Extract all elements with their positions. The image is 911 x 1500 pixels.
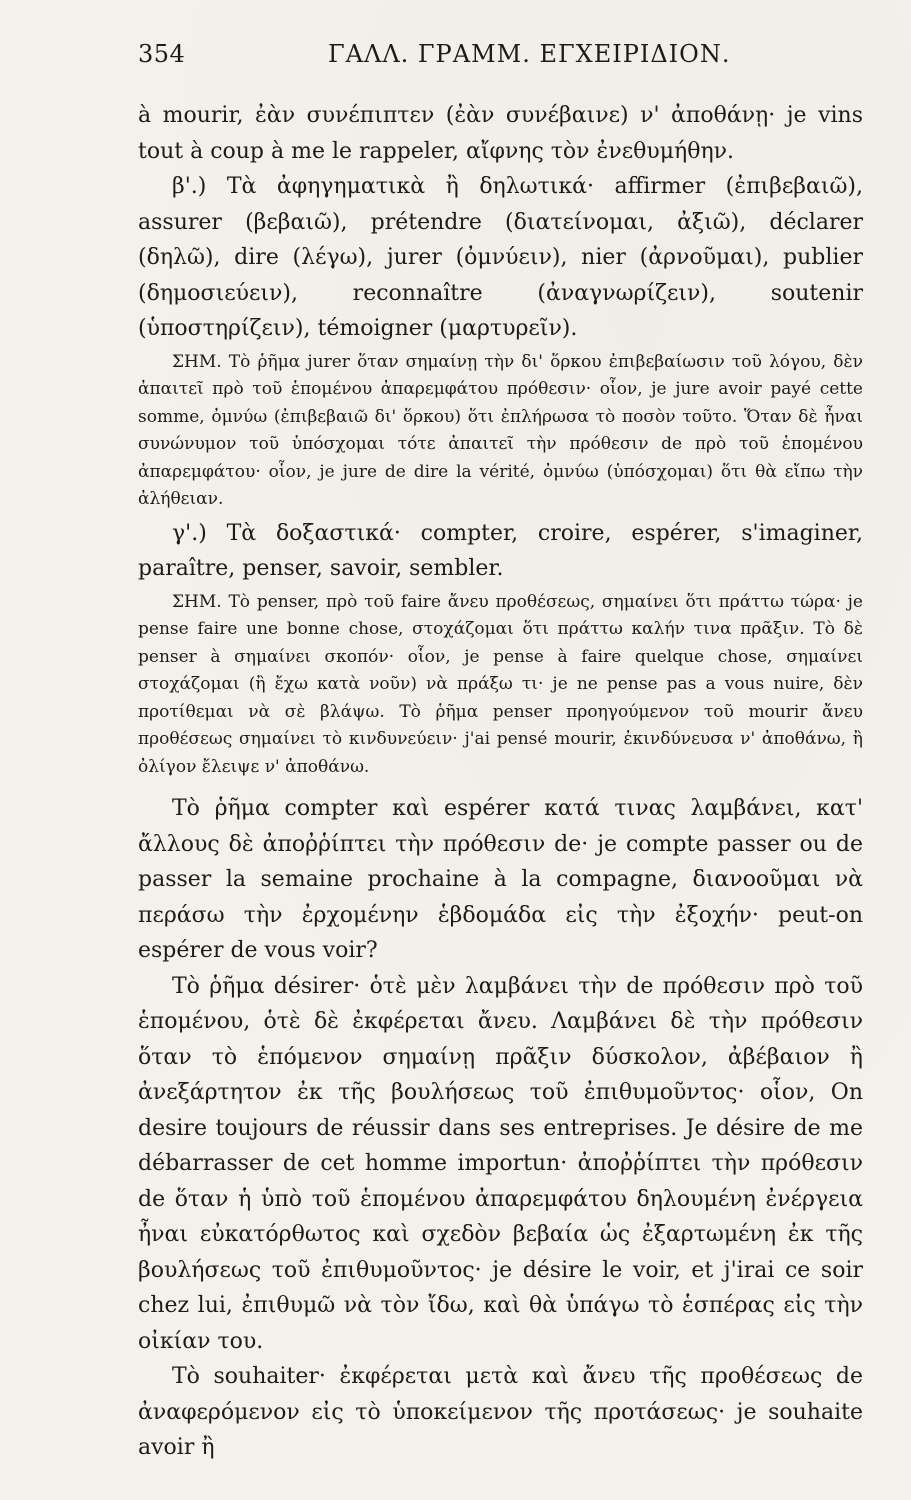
note-jurer-text: ΣΗΜ. Τὸ ῥῆμα jurer ὅταν σημαίνῃ τὴν δι' ὅρκου ἐπιβεβαίωσιν τοῦ λόγου, δὲν ἀπαιτεῖ πρὸ τοῦ ἑπομένου ἀπαρεμφάτου πρόθεσιν· οἷον, je jure avoir payé cette somme, ὀμνύω (ἐπιβεβαιῶ δι' ὅρκου) ὅτι ἐπλήρωσα τὸ ποσὸν τοῦτο. Ὅταν δὲ ἦναι συνώνυμον τοῦ ὑπόσχομαι τότε ἀπαιτεῖ τὴν πρόθεσιν de πρὸ τοῦ ἑπομένου ἀπαρεμφάτου· οἷον, je jure de dire la vérité, ὀμνύω (ὑπόσχομαι) ὅτι θὰ εἴπω τὴν ἀλήθειαν. xyxy=(138,351,863,509)
page-number: 354 xyxy=(138,40,186,68)
paragraph-desirer: Τὸ ῥῆμα désirer· ὁτὲ μὲν λαμβάνει τὴν de πρόθεσιν πρὸ τοῦ ἑπομένου, ὁτὲ δὲ ἐκφέρεται ἄνευ. Λαμβάνει δὲ τὴν πρόθεσιν ὅταν τὸ ἑπόμενον σημαίνῃ πρᾶξιν δύσκολον, ἀβέβαιον ἢ ἀνεξάρτητον ἐκ τῆς βουλήσεως τοῦ ἐπιθυμοῦντος· οἷον, On desire toujours de réussir dans ses entreprises. Je désire de me débarrasser de cet homme importun· ἀποῤῥίπτει τὴν πρόθεσιν de ὅταν ἡ ὑπὸ τοῦ ἑπομένου ἀπαρεμφάτου δηλουμένη ἐνέργεια ἦναι εὐκατόρθωτος καὶ σχεδὸν βεβαία ὡς ἐξαρτωμένη ἐκ τῆς βουλήσεως τοῦ ἐπιθυμοῦντος· je désire le voir, et j'irai ce soir chez lui, ἐπιθυμῶ νὰ τὸν ἴδω, καὶ θὰ ὑπάγω τὸ ἑσπέρας εἰς τὴν οἰκίαν του. xyxy=(138,973,863,1354)
paragraph-continuation: à mourir, ἐὰν συνέπιπτεν (ἐὰν συνέβαινε) ν' ἀποθάνῃ· je vins tout à coup à me le rappeler, αἴφνης τὸν ἐνεθυμήθην. xyxy=(138,103,863,164)
note-penser-text: ΣΗΜ. Τὸ penser, πρὸ τοῦ faire ἄνευ προθέσεως, σημαίνει ὅτι πράττω τώρα· je pense faire une bonne chose, στοχάζομαι ὅτι πράττω καλήν τινα πρᾶξιν. Τὸ δὲ penser à σημαίνει σκοπόν· οἷον, je pense à faire quelque chose, σημαίνει στοχάζομαι (ἢ ἔχω κατὰ νοῦν) νὰ πράξω τι· je ne pense pas a vous nuire, δὲν προτίθεμαι νὰ σὲ βλάψω. Τὸ ῥῆμα penser προηγούμενον τοῦ mourir ἄνευ προθέσεως σημαίνει τὸ κινδυνεύειν· j'ai pensé mourir, ἐκινδύνευσα ν' ἀποθάνω, ἢ ὀλίγον ἔλειψε ν' ἀποθάνω. xyxy=(138,591,863,777)
page-header xyxy=(138,40,863,98)
spacer xyxy=(138,783,863,791)
paragraph-gamma: γ'.) Τὰ δοξαστικά· compter, croire, espérer, s'imaginer, paraître, penser, savoir, sembler. xyxy=(138,520,863,581)
note-penser xyxy=(138,589,863,782)
body-text xyxy=(138,98,863,1466)
note-jurer xyxy=(138,349,863,514)
paragraph-beta: β'.) Τὰ ἀφηγηματικὰ ἢ δηλωτικά· affirmer (ἐπιβεβαιῶ), assurer (βεβαιῶ), prétendre (διατείνομαι, ἀξιῶ), déclarer (δηλῶ), dire (λέγω), jurer (ὀμνύειν), nier (ἀρνοῦμαι), publier (δημοσιεύειν), reconnaître (ἀναγνωρίζειν), soutenir (ὑποστηρίζειν), témoigner (μαρτυρεῖν). xyxy=(138,174,863,341)
paragraph-compter: Τὸ ῥῆμα compter καὶ espérer κατά τινας λαμβάνει, κατ' ἄλλους δὲ ἀποῤῥίπτει τὴν πρόθεσιν de· je compte passer ou de passer la semaine prochaine à la compagne, διανοοῦμαι νὰ περάσω τὴν ἐρχομένην ἑβδομάδα εἰς τὴν ἐξοχήν· peut-on espérer de vous voir? xyxy=(138,796,863,963)
running-title: ΓΑΛΛ. ΓΡΑΜΜ. ΕΓΧΕΙΡΙΔΙΟΝ. xyxy=(328,40,731,68)
paragraph-souhaiter: Τὸ souhaiter· ἐκφέρεται μετὰ καὶ ἄνευ τῆς προθέσεως de ἀναφερόμενον εἰς τὸ ὑποκείμενον τῆς προτάσεως· je souhaite avoir ἢ xyxy=(138,1364,863,1460)
